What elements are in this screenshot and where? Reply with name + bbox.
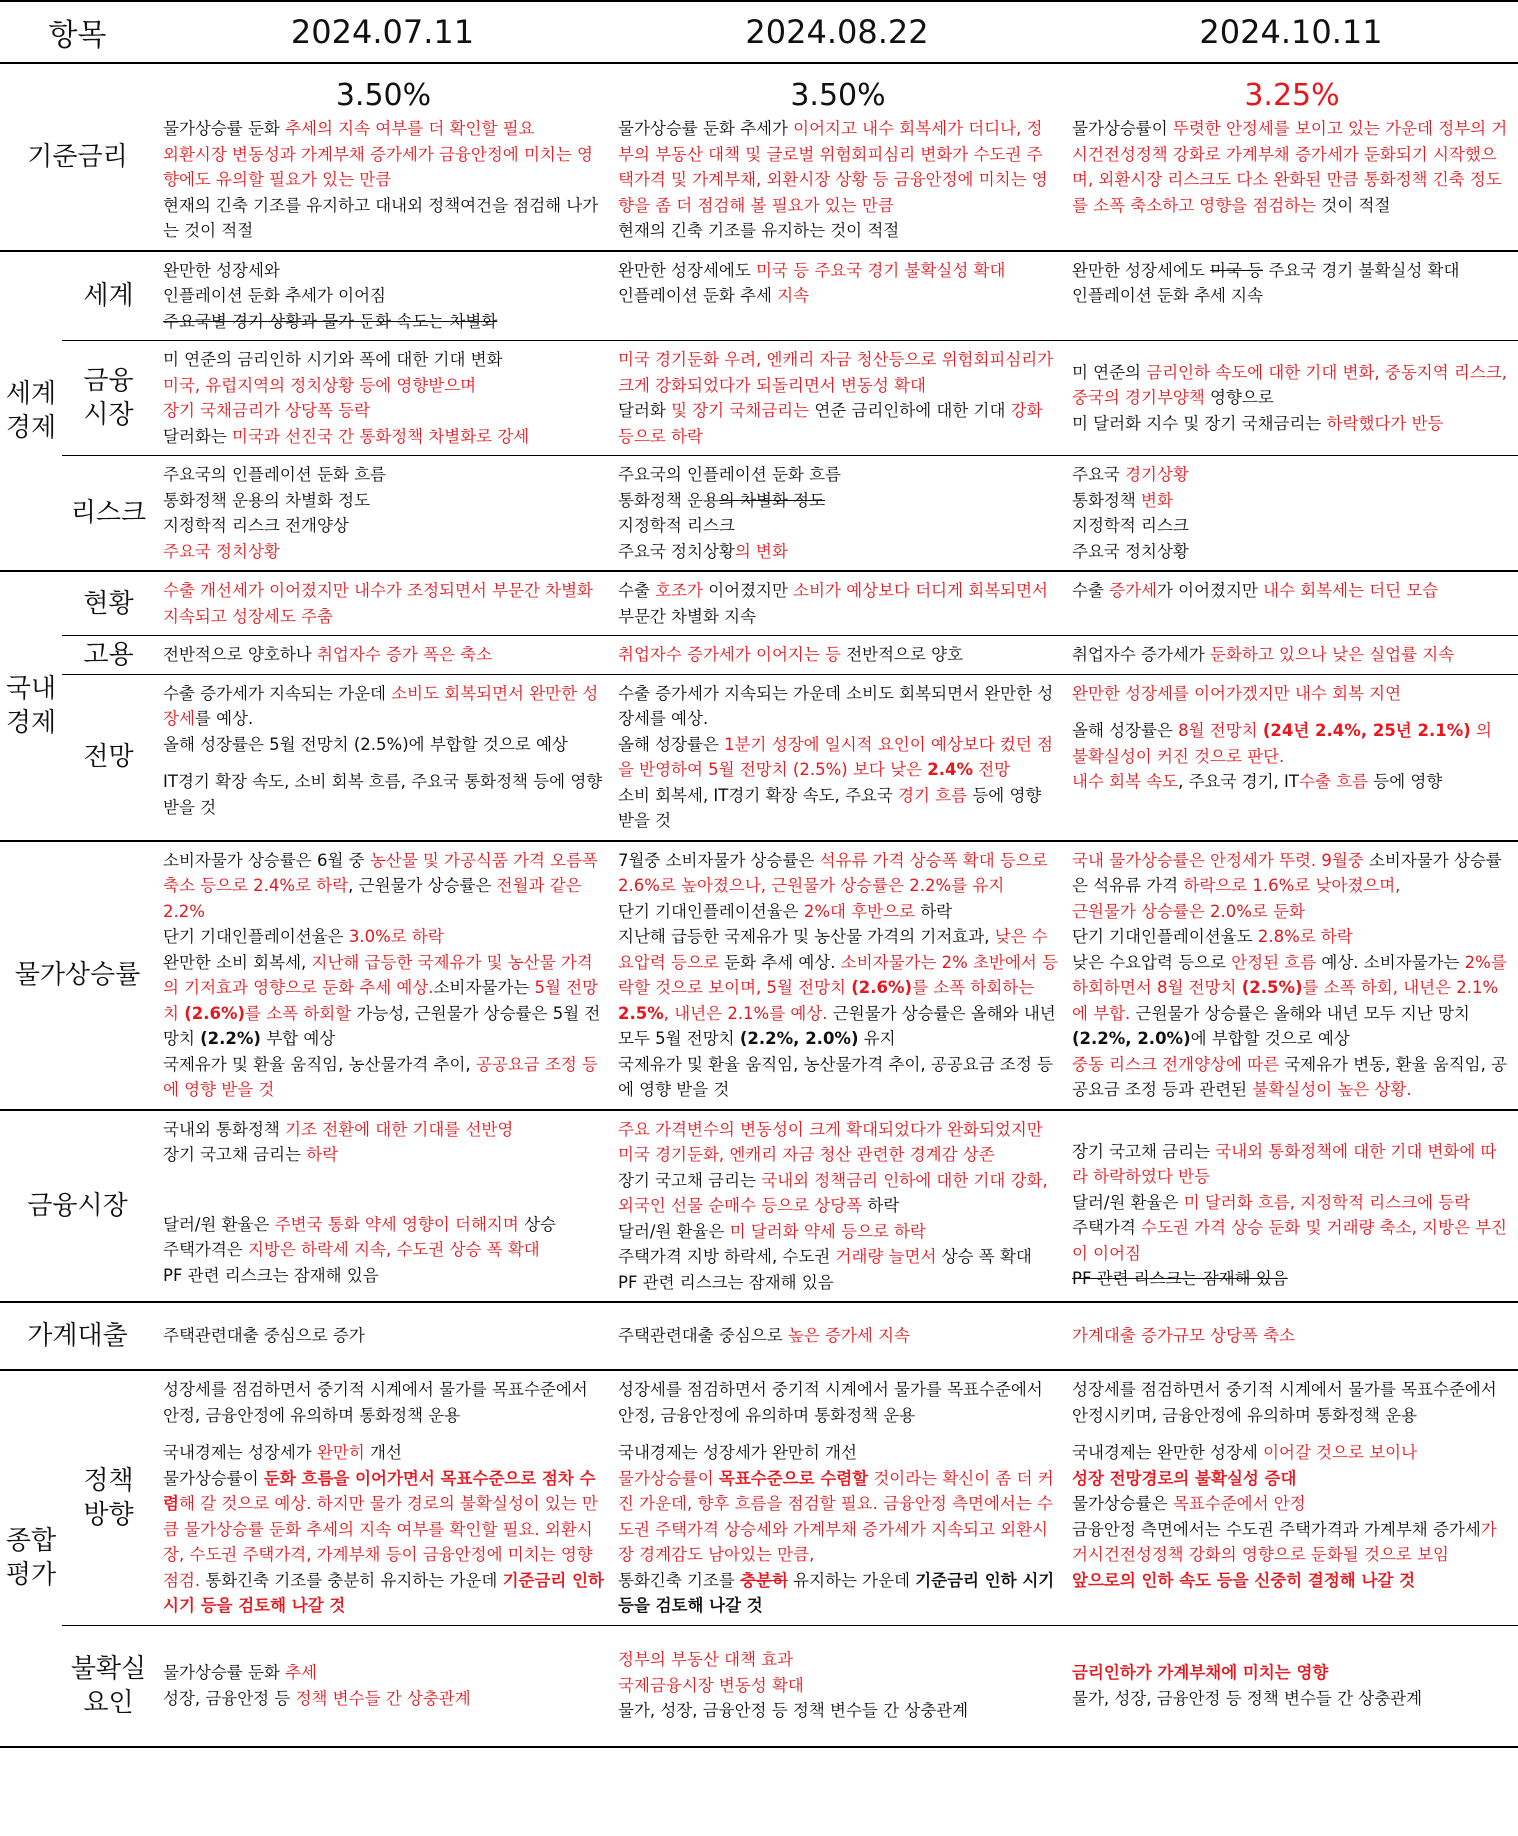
row-financial-market	[0, 1110, 1518, 1303]
dom-now-cell-1: 수출 개선세가 이어졌지만 내수가 조정되면서 부문간 차별화 지속되고 성장세도 주춤	[155, 571, 610, 636]
label-dom-outlook: 전망	[62, 674, 155, 841]
label-world-economy: 세계 경제	[0, 251, 62, 572]
label-financial-market: 금융시장	[0, 1110, 155, 1303]
rate-value-2: 3.50%	[790, 78, 886, 113]
dom-emp-cell-3: 취업자수 증가세가 둔화하고 있으나 낮은 실업률 지속	[1064, 636, 1518, 675]
fin-cell-1: 국내외 통화정책 기조 전환에 대한 기대를 선반영 장기 국고채 금리는 하락 달러/원 환율은 주변국 통화 약세 영향이 더해지며 상승 주택가격은 지방은 하락세 지속, 수도권 상승 폭 확대 PF 관련 리스크는 잠재해 있음	[155, 1110, 610, 1303]
row-eval-policy	[0, 1370, 1518, 1625]
dom-emp-cell-1: 전반적으로 양호하나 취업자수 증가 폭은 축소	[155, 636, 610, 675]
header-row	[0, 1, 1518, 63]
eval-unc-cell-2: 정부의 부동산 대책 효과 국제금융시장 변동성 확대 물가, 성장, 금융안정 등 정책 변수들 간 상충관계	[610, 1625, 1064, 1747]
eval-policy-cell-3: 성장세를 점검하면서 중기적 시계에서 물가를 목표수준에서 안정시키며, 금융안정에 유의하며 통화정책 운용 국내경제는 완만한 성장세 이어갈 것으로 보이나 성장 전망경로의 불확실성 증대 물가상승률은 목표수준에서 안정 금융안정 측면에서는 수도권 주택가격과 가계부채 증가세가 거시건전성정책 강화의 영향으로 둔화될 것으로 보임 앞으로의 인하 속도 등을 신중히 결정해 나갈 것	[1064, 1370, 1518, 1625]
inflation-cell-2: 7월중 소비자물가 상승률은 석유류 가격 상승폭 확대 등으로 2.6%로 높아졌으나, 근원물가 상승률은 2.2%를 유지 단기 기대인플레이션율은 2%대 후반으로 하락 지난해 급등한 국제유가 및 농산물 가격의 기저효과, 낮은 수요압력 등으로 둔화 추세 예상. 소비자물가는 2% 초반에서 등락할 것으로 보이며, 5월 전망치 (2.6%)를 소폭 하회하는 2.5%, 내년은 2.1%를 예상. 근원물가 상승률은 올해와 내년 모두 5월 전망치 (2.2%, 2.0%) 유지 국제유가 및 환율 움직임, 농산물가격 추이, 공공요금 조정 등에 영향 받을 것	[610, 841, 1064, 1110]
label-base-rate: 기준금리	[0, 63, 155, 251]
row-eval-uncertainty	[0, 1625, 1518, 1747]
label-eval-uncertainty: 불확실 요인	[62, 1625, 155, 1747]
label-overall-evaluation: 종합 평가	[0, 1370, 62, 1747]
row-dom-now	[0, 571, 1518, 636]
world-fin-cell-1: 미 연준의 금리인하 시기와 폭에 대한 기대 변화 미국, 유럽지역의 정치상황 등에 영향받으며 장기 국채금리가 상당폭 등락 달러화는 미국과 선진국 간 통화정책 차별화로 강세	[155, 341, 610, 456]
world-risk-cell-2: 주요국의 인플레이션 둔화 흐름 통화정책 운용의 차별화 정도 지정학적 리스크 주요국 정치상황의 변화	[610, 456, 1064, 572]
label-domestic-economy: 국내 경제	[0, 571, 62, 841]
dom-now-cell-3: 수출 증가세가 이어졌지만 내수 회복세는 더딘 모습	[1064, 571, 1518, 636]
row-inflation	[0, 841, 1518, 1110]
dom-outlook-cell-1: 수출 증가세가 지속되는 가운데 소비도 회복되면서 완만한 성장세를 예상. 올해 성장률은 5월 전망치 (2.5%)에 부합할 것으로 예상 IT경기 확장 속도, 소비 회복 흐름, 주요국 통화정책 등에 영향 받을 것	[155, 674, 610, 841]
world-risk-cell-1: 주요국의 인플레이션 둔화 흐름 통화정책 운용의 차별화 정도 지정학적 리스크 전개양상 주요국 정치상황	[155, 456, 610, 572]
label-eval-policy: 정책 방향	[62, 1370, 155, 1625]
eval-unc-cell-1: 물가상승률 둔화 추세 성장, 금융안정 등 정책 변수들 간 상충관계	[155, 1625, 610, 1747]
eval-unc-cell-3: 금리인하가 가계부채에 미치는 영향 물가, 성장, 금융안정 등 정책 변수들 간 상충관계	[1064, 1625, 1518, 1747]
row-world-growth	[0, 251, 1518, 341]
row-household-loans	[0, 1302, 1518, 1370]
world-fin-cell-2: 미국 경기둔화 우려, 엔캐리 자금 청산등으로 위험회피심리가 크게 강화되었다가 되돌리면서 변동성 확대 달러화 및 장기 국채금리는 연준 금리인하에 대한 기대 강화 등으로 하락	[610, 341, 1064, 456]
header-item: 항목	[0, 1, 155, 63]
rate-value-3: 3.25%	[1244, 78, 1340, 113]
inflation-cell-1: 소비자물가 상승률은 6월 중 농산물 및 가공식품 가격 오름폭 축소 등으로 2.4%로 하락, 근원물가 상승률은 전월과 같은 2.2% 단기 기대인플레이션율은 3.0%로 하락 완만한 소비 회복세, 지난해 급등한 국제유가 및 농산물 가격의 기저효과 영향으로 둔화 추세 예상.소비자물가는 5월 전망치 (2.6%)를 소폭 하회할 가능성, 근원물가 상승률은 5월 전망치 (2.2%) 부합 예상 국제유가 및 환율 움직임, 농산물가격 추이, 공공요금 조정 등에 영향 받을 것	[155, 841, 610, 1110]
dom-emp-cell-2: 취업자수 증가세가 이어지는 등 전반적으로 양호	[610, 636, 1064, 675]
base-rate-cell-2: 3.50% 물가상승률 둔화 추세가 이어지고 내수 회복세가 더디나, 정부의 부동산 대책 및 글로벌 위험회피심리 변화가 수도권 주택가격 및 가계부채, 외환시장 상황 등 금융안정에 미치는 영향을 좀 더 점검해 볼 필요가 있는 만큼 현재의 긴축 기조를 유지하는 것이 적절	[610, 63, 1064, 251]
fin-cell-3: 장기 국고채 금리는 국내외 통화정책에 대한 기대 변화에 따라 하락하였다 반등 달러/원 환율은 미 달러화 흐름, 지정학적 리스크에 등락 주택가격 수도권 가격 상승 둔화 및 거래량 축소, 지방은 부진이 이어짐 PF 관련 리스크는 잠재해 있음	[1064, 1110, 1518, 1303]
world-growth-cell-1: 완만한 성장세와 인플레이션 둔화 추세가 이어짐 주요국별 경기 상황과 물가 둔화 속도는 차별화	[155, 251, 610, 341]
dom-now-cell-2: 수출 호조가 이어졌지만 소비가 예상보다 더디게 회복되면서 부문간 차별화 지속	[610, 571, 1064, 636]
label-world-growth: 세계	[62, 251, 155, 341]
dom-outlook-cell-2: 수출 증가세가 지속되는 가운데 소비도 회복되면서 완만한 성장세를 예상. 올해 성장률은 1분기 성장에 일시적 요인이 예상보다 컸던 점을 반영하여 5월 전망치 (2.5%) 보다 낮은 2.4% 전망 소비 회복세, IT경기 확장 속도, 주요국 경기 흐름 등에 영향 받을 것	[610, 674, 1064, 841]
label-dom-emp: 고용	[62, 636, 155, 675]
header-date-3: 2024.10.11	[1064, 1, 1518, 63]
header-date-1: 2024.07.11	[155, 1, 610, 63]
rate-value-1: 3.50%	[335, 78, 432, 113]
hh-cell-3: 가계대출 증가규모 상당폭 축소	[1064, 1302, 1518, 1370]
label-household-loans: 가계대출	[0, 1302, 155, 1370]
row-base-rate	[0, 63, 1518, 251]
hh-cell-2: 주택관련대출 중심으로 높은 증가세 지속	[610, 1302, 1064, 1370]
base-rate-cell-1: 3.50% 물가상승률 둔화 추세의 지속 여부를 더 확인할 필요 외환시장 변동성과 가계부채 증가세가 금융안정에 미치는 영향에도 유의할 필요가 있는 만큼 현재의 긴축 기조를 유지하고 대내외 정책여건을 점검해 나가는 것이 적절	[155, 63, 610, 251]
row-dom-emp	[0, 636, 1518, 675]
eval-policy-cell-2: 성장세를 점검하면서 중기적 시계에서 물가를 목표수준에서 안정, 금융안정에 유의하며 통화정책 운용 국내경제는 성장세가 완만히 개선 물가상승률이 목표수준으로 수렴할 것이라는 확신이 좀 더 커진 가운데, 향후 흐름을 점검할 필요. 금융안정 측면에서는 수도권 주택가격 상승세와 가계부채 증가세가 지속되고 외환시장 경계감도 남아있는 만큼, 통화긴축 기조를 충분히 유지하는 가운데 기준금리 인하 시기 등을 검토해 나갈 것	[610, 1370, 1064, 1625]
world-fin-cell-3: 미 연준의 금리인하 속도에 대한 기대 변화, 중동지역 리스크, 중국의 경기부양책 영향으로 미 달러화 지수 및 장기 국채금리는 하락했다가 반등	[1064, 341, 1518, 456]
inflation-cell-3: 국내 물가상승률은 안정세가 뚜렷. 9월중 소비자물가 상승률은 석유류 가격 하락으로 1.6%로 낮아졌으며, 근원물가 상승률은 2.0%로 둔화 단기 기대인플레이션율도 2.8%로 하락 낮은 수요압력 등으로 안정된 흐름 예상. 소비자물가는 2%를 하회하면서 8월 전망치 (2.5%)를 소폭 하회, 내년은 2.1%에 부합. 근원물가 상승률은 올해와 내년 모두 지난 망치 (2.2%, 2.0%)에 부합할 것으로 예상 중동 리스크 전개양상에 따른 국제유가 변동, 환율 움직임, 공공요금 조정 등과 관련된 불확실성이 높은 상황.	[1064, 841, 1518, 1110]
label-inflation: 물가상승률	[0, 841, 155, 1110]
label-dom-now: 현황	[62, 571, 155, 636]
row-dom-outlook	[0, 674, 1518, 841]
header-date-2: 2024.08.22	[610, 1, 1064, 63]
base-rate-cell-3: 3.25% 물가상승률이 뚜렷한 안정세를 보이고 있는 가운데 정부의 거시건전성정책 강화로 가계부채 증가세가 둔화되기 시작했으며, 외환시장 리스크도 다소 완화된 만큼 통화정책 긴축 정도를 소폭 축소하고 영향을 점검하는 것이 적절	[1064, 63, 1518, 251]
label-world-risk: 리스크	[62, 456, 155, 572]
fin-cell-2: 주요 가격변수의 변동성이 크게 확대되었다가 완화되었지만 미국 경기둔화, 엔캐리 자금 청산 관련한 경계감 상존 장기 국고채 금리는 국내외 정책금리 인하에 대한 기대 강화, 외국인 선물 순매수 등으로 상당폭 하락 달러/원 환율은 미 달러화 약세 등으로 하락 주택가격 지방 하락세, 수도권 거래량 늘면서 상승 폭 확대 PF 관련 리스크는 잠재해 있음	[610, 1110, 1064, 1303]
row-world-risk	[0, 456, 1518, 572]
label-world-fin: 금융 시장	[62, 341, 155, 456]
world-risk-cell-3: 주요국 경기상황 통화정책 변화 지정학적 리스크 주요국 정치상황	[1064, 456, 1518, 572]
world-growth-cell-3: 완만한 성장세에도 미국 등 주요국 경기 불확실성 확대 인플레이션 둔화 추세 지속	[1064, 251, 1518, 341]
world-growth-cell-2: 완만한 성장세에도 미국 등 주요국 경기 불확실성 확대 인플레이션 둔화 추세 지속	[610, 251, 1064, 341]
eval-policy-cell-1: 성장세를 점검하면서 중기적 시계에서 물가를 목표수준에서 안정, 금융안정에 유의하며 통화정책 운용 국내경제는 성장세가 완만히 개선 물가상승률이 둔화 흐름을 이어가면서 목표수준으로 점차 수렴해 갈 것으로 예상. 하지만 물가 경로의 불확실성이 있는 만큼 물가상승률 둔화 추세의 지속 여부를 확인할 필요. 외환시장, 수도권 주택가격, 가계부채 등이 금융안정에 미치는 영향 점검. 통화긴축 기조를 충분히 유지하는 가운데 기준금리 인하 시기 등을 검토해 나갈 것	[155, 1370, 610, 1625]
row-world-fin	[0, 341, 1518, 456]
dom-outlook-cell-3: 완만한 성장세를 이어가겠지만 내수 회복 지연 올해 성장률은 8월 전망치 (24년 2.4%, 25년 2.1%) 의 불확실성이 커진 것으로 판단. 내수 회복 속도, 주요국 경기, IT수출 흐름 등에 영향	[1064, 674, 1518, 841]
hh-cell-1: 주택관련대출 중심으로 증가	[155, 1302, 610, 1370]
